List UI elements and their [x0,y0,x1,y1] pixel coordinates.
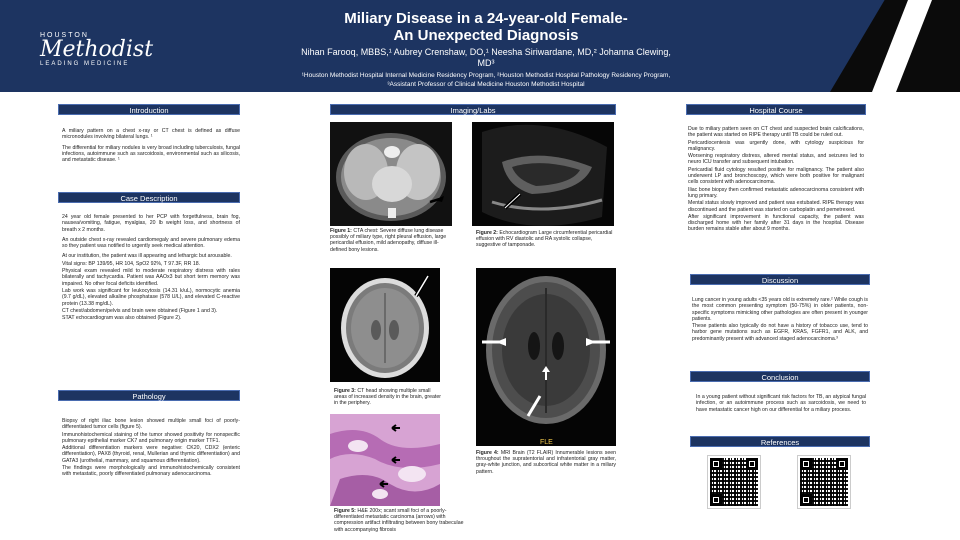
figure-2-caption [476,230,616,249]
figure-4-caption [476,450,616,475]
course-paragraph-5: Iliac bone biopsy then confirmed metastatic adenocarcinoma consistent with lung primary. [688,186,864,199]
ct-chest-image [330,122,452,226]
poster-title-line2: An Unexpected Diagnosis [393,27,579,44]
qr-finder-pattern [746,458,758,470]
imaging-heading: Imaging/Labs [330,104,616,115]
reference-qr-code-1[interactable] [708,456,760,508]
case-description-text [62,214,240,325]
figure-2-label: Figure 2: [476,230,498,236]
logo-main-text: Methodist [40,37,154,62]
logo-top-text: HOUSTON [40,32,89,39]
histology-image [330,414,440,506]
qr-finder-pattern [710,494,722,506]
figure-1-label: Figure 1: [330,228,352,234]
case-paragraph-3: At our institution, the patient was ill appearing and lethargic but arousable. [62,253,232,260]
authors: Nihan Farooq, MBBS,¹ Aubrey Crenshaw, DO,¹ Neesha Siriwardane, MD,² Johanna Clewing, MD³ [301,47,671,68]
figure-4-text: MRI Brain (T2 FLAIR) Innumerable lesions seen throughout the supratentorial and infratentorial gray matter, gray-white junction, and subcortical white matter in a miliary pattern. [476,450,617,475]
title-block [300,10,672,89]
qr-finder-pattern [800,494,812,506]
figure-3-ct-head [330,268,440,382]
course-paragraph-6: Mental status slowly improved and patient was extubated. RIPE therapy was discontinued and the patient was started on carboplatin and pemetrexed. [688,200,864,213]
intro-paragraph-1: A miliary pattern on a chest x-ray or CT chest is defined as diffuse micronodules involving bilateral lungs. ¹ [62,128,240,141]
figure-2-echocardiogram [472,122,614,226]
case-paragraph-6: Lab work was significant for leukocytosis (14.31 k/uL), normocytic anemia (9.7 g/dL), elevated alkaline phosphatase (578 U/L), and elevated C-reactive protein (13.38 mg/dL). [62,287,240,307]
affiliations: ¹Houston Methodist Hospital Internal Medicine Residency Program, ²Houston Methodist Hospital Pathology Residency Program, ³Assistant Professor of Clinical Medicine Houston Methodist Hospital [301,72,671,88]
discussion-paragraph-2: These patients also typically do not have a history of tobacco use, tend to harbor gene mutations such as EGFR, KRAS, FGFR1, and ALK, and predominantly present with advanced staged adenocarcinoma.³ [692,323,868,342]
course-paragraph-2: Pericardiocentesis was urgently done, with cytology suspicious for malignancy. [688,139,864,152]
intro-paragraph-2: The differential for miliary nodules is very broad including tuberculosis, fungal infections, autoimmune such as sarcoidosis, environmental such as silicosis, and metastatic disease. ¹ [62,144,240,164]
discussion-text [692,297,868,346]
case-paragraph-2: An outside chest x-ray revealed cardiomegaly and severe pulmonary edema so they patient was notified to urgently seek medical attention. [62,236,240,250]
poster-header [0,0,960,92]
course-paragraph-4: Pericardial fluid cytology resulted positive for malignancy. The patient also underwent LP and bronchoscopy, which were both positive for malignant cells consistent with adenocarcinoma. [688,166,864,186]
discussion-paragraph-1: Lung cancer in young adults <35 years old is extremely rare.² While cough is the most common presenting symptom (50-75%) in older patients, non-specific symptoms mimicking other pathologies are often present in younger patients. [692,297,868,322]
figure-5-label: Figure 5: [334,508,356,514]
echo-image [472,122,614,226]
ct-head-image [330,268,440,382]
qr-finder-pattern [800,458,812,470]
pathology-heading: Pathology [58,390,240,401]
discussion-heading: Discussion [690,274,870,285]
figure-2-text: Echocardiogram Large circumferential pericardial effusion with RV diastolic and RA systolic collapse, suggestive of tamponade. [476,230,613,249]
case-paragraph-7: CT chest/abdomen/pelvis and brain were obtained (Figure 1 and 3). [62,307,218,314]
case-paragraph-8: STAT echocardiogram was also obtained (Figure 2). [62,315,182,322]
case-paragraph-1: 24 year old female presented to her PCP with forgetfulness, brain fog, nausea/vomiting, fatigue, myalgias, 20 lb weight loss, and shortness of breath x 2 months. [62,214,240,233]
introduction-heading: Introduction [58,104,240,115]
course-paragraph-7: After significant improvement in functional capacity, the patient was discharged home with her family after 31 days in the hospital. Disease burden remains stable after about 9 months. [688,213,864,233]
case-paragraph-4: Vital signs: BP 139/95, HR 104, SpO2 92%, T 97.3F, RR 18. [62,260,201,267]
figure-5-histology [330,414,440,506]
figure-3-label: Figure 3: [334,388,356,394]
qr-finder-pattern [710,458,722,470]
logo-tagline: LEADING MEDICINE [40,61,130,67]
pathology-paragraph-3: Additional differentiation markers were negative: CK20, CDX2 (enteric differentiation), PAX8 (thyroid, renal, Mullerian and thymic differentiation) and GATA3 (urothelial, mammary, and squamous differentiation). [62,445,240,464]
conclusion-text [696,394,866,417]
figure-4-mri-brain [476,268,616,446]
references-heading: References [690,436,870,447]
conclusion-heading: Conclusion [690,371,870,382]
course-paragraph-3: Worsening respiratory distress, altered mental status, and seizures led to neuro ICU transfer and subsequent intubation. [688,153,864,166]
pathology-paragraph-4: The findings were morphologically and immunohistochemically consistent with metastatic, poorly differentiated pulmonary adenocarcinoma. [62,465,240,478]
figure-1-text: CTA chest: Severe diffuse lung disease possibly of miliary type, right pleural effusion, large pericardial effusion, mild adenopathy, diffuse ill-defined bony lesions. [330,228,447,253]
pathology-paragraph-1: Biopsy of right iliac bone lesion showed multiple small foci of poorly-differentiated tumor cells (figure 5). [62,418,240,431]
figure-3-caption [334,388,442,407]
qr-finder-pattern [836,458,848,470]
case-description-heading: Case Description [58,192,240,203]
figure-1-caption [330,228,454,253]
pathology-text [62,418,240,482]
mri-marker-label: FLE [540,439,553,446]
poster-title-line1: Miliary Disease in a 24-year-old Female- [344,10,628,27]
mri-image [476,268,616,446]
introduction-text [62,128,240,167]
hospital-course-heading: Hospital Course [686,104,866,115]
figure-4-label: Figure 4: [476,450,499,456]
case-paragraph-5: Physical exam revealed mild to moderate respiratory distress with rales bilaterally and tachycardia. Patient was AAOx3 but short term memory was impaired. No other focal deficits identified. [62,268,240,287]
figure-1-ct-chest [330,122,452,226]
figure-3-text: CT head showing multiple small areas of increased density in the brain, greater in the periphery. [334,388,441,407]
reference-qr-code-2[interactable] [798,456,850,508]
houston-methodist-logo [40,32,153,67]
conclusion-paragraph: In a young patient without significant risk factors for TB, an atypical fungal infection, or an autoimmune process such as sarcoidosis, we need to have metastatic cancer high on our differential for a miliary process. [696,394,866,413]
figure-5-text: H&E 200x; scant small foci of a poorly-differentiated metastatic carcinoma (arrows) with compression artifact infiltrating between bony trabeculae with accompanying fibrosis [334,508,464,533]
pathology-paragraph-2: Immunohistochemical staining of the tumor showed positivity for nonspecific pulmonary epithelial marker CK7 and pulmonary origin marker TTF1. [62,431,240,444]
course-paragraph-1: Due to miliary pattern seen on CT chest and suspected brain calcifications, the patient was started on RIPE therapy until TB could be ruled out. [688,126,864,139]
hospital-course-text [688,126,864,237]
figure-5-caption [334,508,468,533]
